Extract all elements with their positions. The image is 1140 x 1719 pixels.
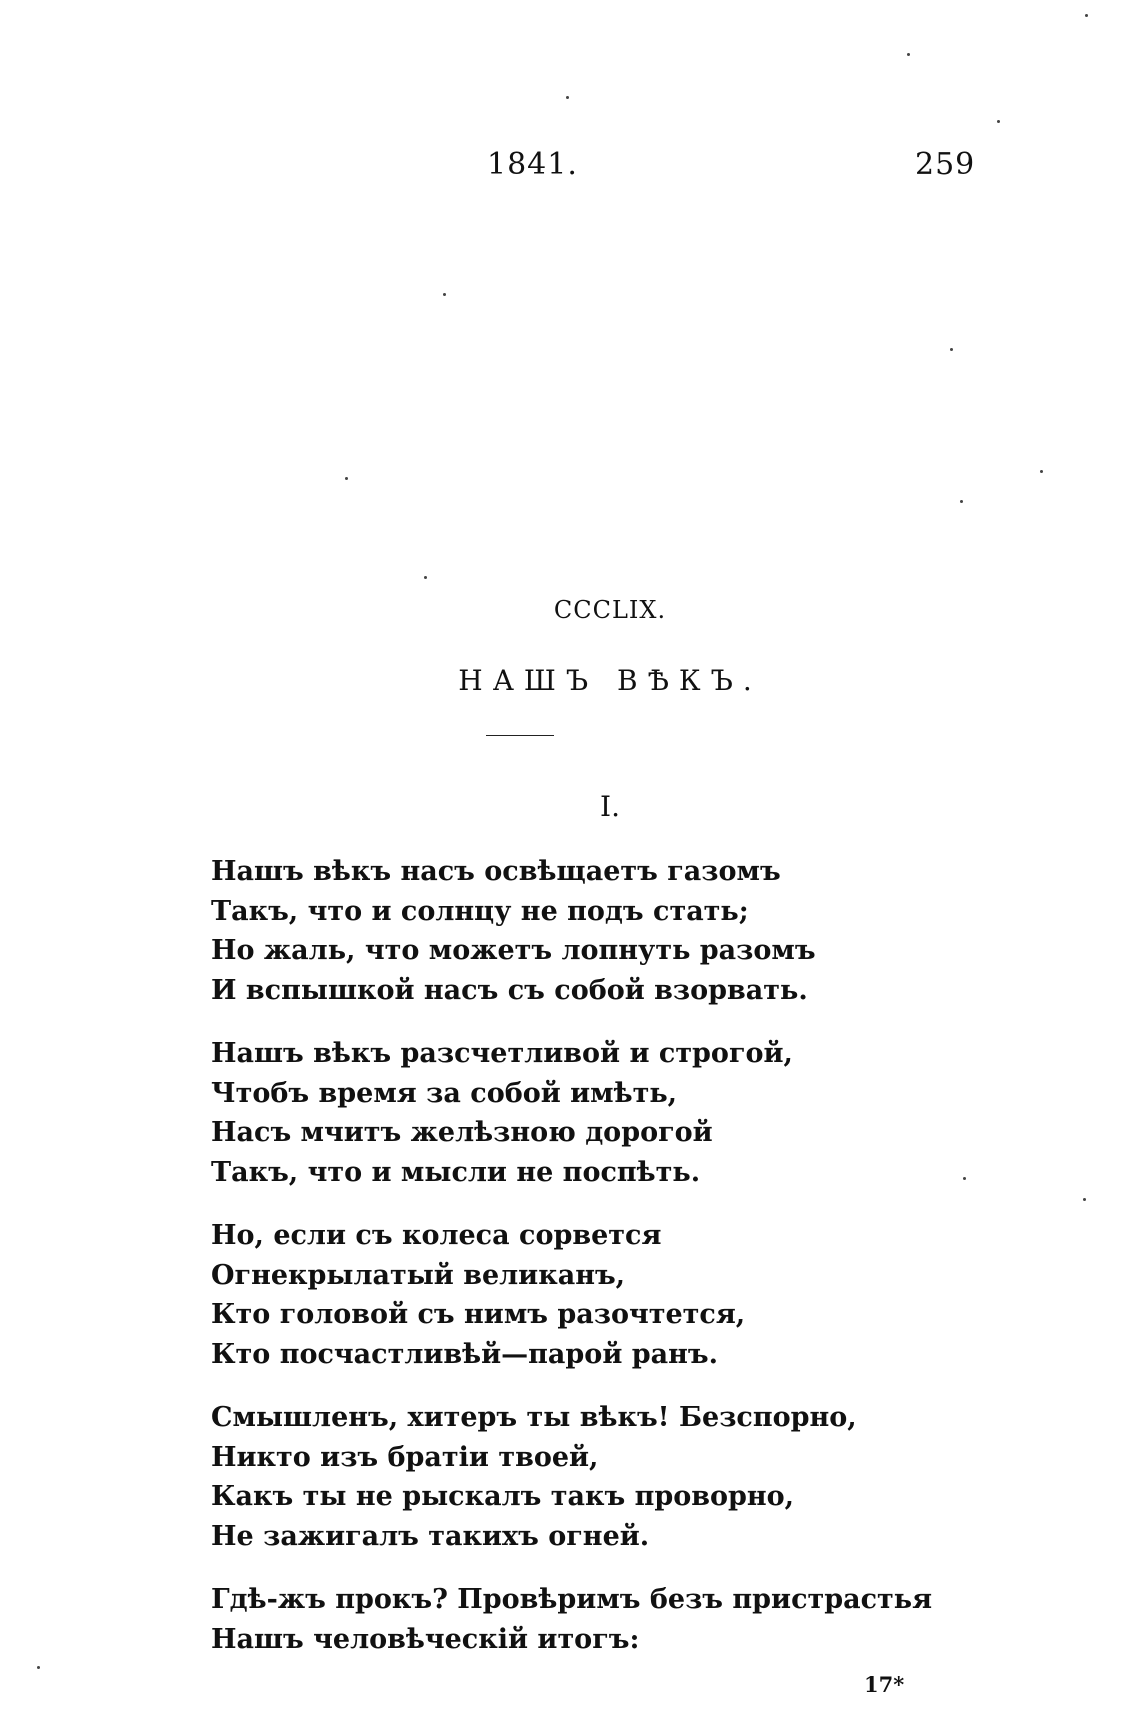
scan-speck: [37, 1666, 40, 1669]
verse-line: Чтобъ время за собой имѣть,: [211, 1077, 678, 1109]
verse-line: Но жаль, что можетъ лопнуть разомъ: [211, 935, 816, 966]
stanza: [211, 1580, 932, 1659]
scan-speck: [1083, 1198, 1086, 1201]
verse-line: Нашъ вѣкъ насъ освѣщаетъ газомъ: [211, 856, 781, 887]
scan-speck: [1040, 470, 1043, 473]
verse-line: Какъ ты не рыскалъ такъ проворно,: [211, 1481, 795, 1512]
poem-number: CCCLIX.: [553, 596, 667, 624]
verse-line: Кто посчастливѣй—парой ранъ.: [211, 1338, 718, 1370]
stanza: [211, 1034, 932, 1192]
title-rule: [486, 735, 554, 736]
scan-speck: [1085, 14, 1088, 17]
scan-speck: [345, 477, 348, 480]
stanza: [211, 852, 932, 1010]
stanza: [211, 1398, 932, 1556]
stanza: [211, 1216, 932, 1374]
poem-title: НАШЪ ВѢКЪ.: [458, 664, 762, 697]
verse-line: Огнекрылатый великанъ,: [211, 1259, 626, 1291]
verse-line: Никто изъ братіи твоей,: [211, 1441, 599, 1473]
page-number: 259: [915, 147, 976, 182]
scan-speck: [566, 96, 569, 99]
printer-signature-mark: 17*: [864, 1672, 905, 1697]
scan-speck: [443, 293, 446, 296]
scan-speck: [424, 576, 427, 579]
verse-line: Нашъ человѣческій итогъ:: [211, 1623, 640, 1655]
poem-body: [211, 852, 932, 1683]
scan-speck: [907, 53, 910, 56]
verse-line: И вспышкой насъ съ собой взорвать.: [211, 974, 808, 1006]
scan-speck: [997, 120, 1000, 123]
scan-speck: [960, 500, 963, 503]
running-head-year: 1841.: [487, 147, 578, 182]
verse-line: Нашъ вѣкъ разсчетливой и строгой,: [211, 1038, 793, 1069]
part-number: I.: [600, 790, 620, 823]
verse-line: Кто головой съ нимъ разочтется,: [211, 1299, 746, 1330]
verse-line: Но, если съ колеса сорвется: [211, 1220, 662, 1251]
verse-line: Гдѣ-жъ прокъ? Провѣримъ безъ пристрастья: [211, 1584, 933, 1615]
scan-speck: [950, 348, 953, 351]
verse-line: Такъ, что и мысли не поспѣть.: [211, 1156, 701, 1188]
verse-line: Насъ мчитъ желѣзною дорогой: [211, 1117, 713, 1148]
verse-line: Такъ, что и солнцу не подъ стать;: [211, 895, 749, 927]
verse-line: Не зажигалъ такихъ огней.: [211, 1520, 650, 1552]
scan-speck: [963, 1177, 966, 1180]
verse-line: Смышленъ, хитеръ ты вѣкъ! Безспорно,: [211, 1402, 857, 1433]
